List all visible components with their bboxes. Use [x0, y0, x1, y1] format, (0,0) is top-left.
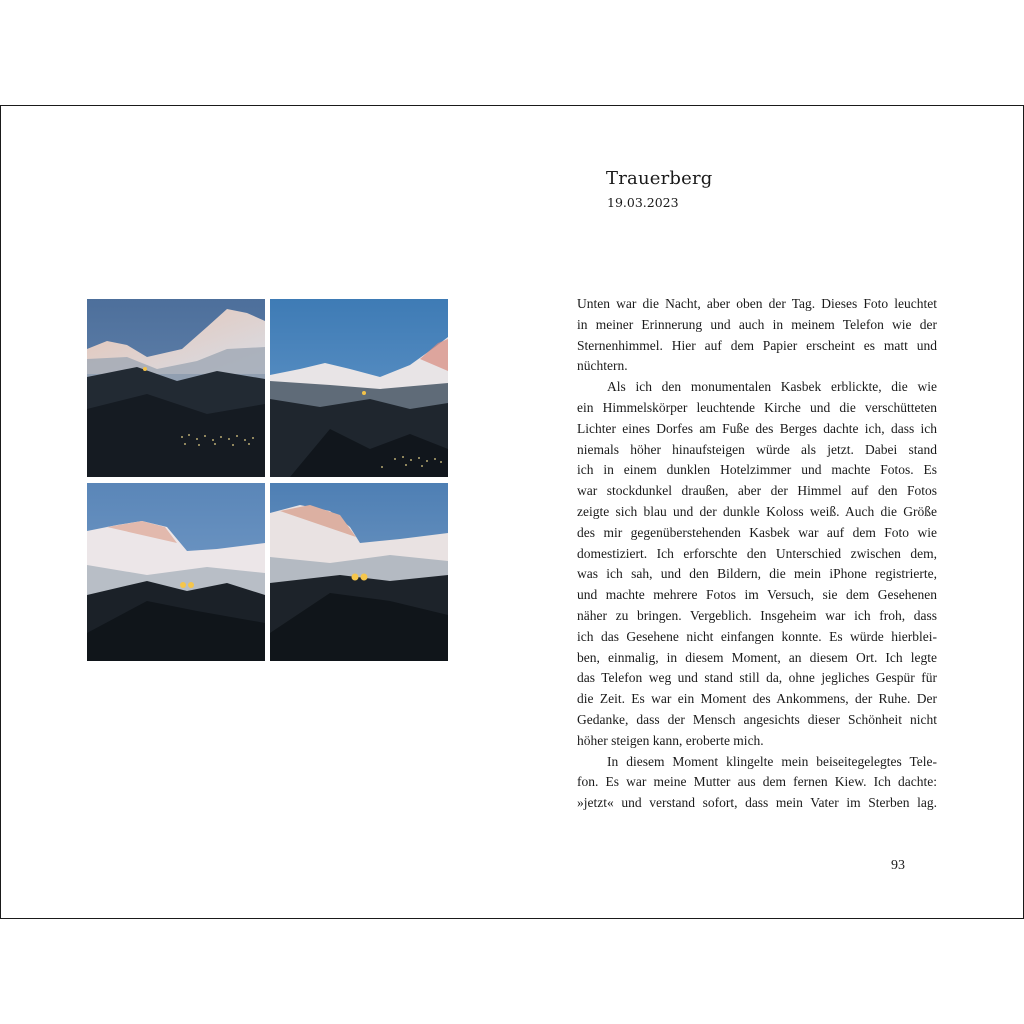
text-line: ein Himmelskörper leuchtende Kirche und die verschütteten [577, 399, 937, 415]
text-line: zeigte sich blau und der dunkle Koloss weiß. Auch die Größe [577, 503, 937, 519]
text-line: die Zeit. Es war ein Moment des Ankommens, der Ruhe. Der [577, 691, 937, 707]
mountain-photo-3 [87, 483, 265, 661]
photo-kasbek-2 [270, 299, 448, 477]
photo-kasbek-3 [87, 483, 265, 661]
text-line: ich in einem dunklen Hotelzimmer und machte Fotos. Es [577, 462, 937, 478]
photo-kasbek-1 [87, 299, 265, 477]
book-spread [0, 105, 1024, 919]
text-line: näher zu bringen. Vergeblich. Insgeheim war ich froh, dass [577, 607, 937, 623]
text-line: niemals höher hinaufsteigen würde als jetzt. Dabei stand [577, 441, 937, 457]
text-line: »jetzt« und verstand sofort, dass mein Vater im Sterben lag. [577, 795, 937, 811]
photo-grid [87, 299, 449, 662]
text-line: fon. Es war meine Mutter aus dem fernen Kiew. Ich dachte: [577, 774, 937, 790]
mountain-photo-4 [270, 483, 448, 661]
text-line: des mir gegenüberstehenden Kasbek war auf dem Foto wie [577, 524, 937, 540]
text-line: Lichter eines Dorfes am Fuße des Berges dachte ich, dass ich [577, 420, 937, 436]
text-line: das Telefon weg und stand still da, ohne jegliches Gespür für [577, 670, 937, 686]
text-line: war stockdunkel draußen, aber der Himmel auf den Fotos [577, 483, 937, 499]
text-line: ich das Gesehene nicht einfangen konnte. Es würde hierblei- [577, 628, 937, 644]
text-line: nüchtern. [577, 358, 628, 374]
text-line: Sternenhimmel. Hier auf dem Papier erscheint es matt und [577, 337, 937, 353]
text-line: Unten war die Nacht, aber oben der Tag. Dieses Foto leuchtet [577, 296, 937, 311]
text-line: Als ich den monumentalen Kasbek erblickte, die wie [607, 379, 937, 395]
photo-kasbek-4 [270, 483, 448, 661]
text-line: ben, einmalig, in diesem Moment, an diesem Ort. Ich legte [577, 649, 937, 665]
chapter-date: 19.03.2023 [607, 195, 679, 210]
text-line: In diesem Moment klingelte mein beiseitegelegtes Tele- [607, 753, 937, 769]
body-text [577, 294, 937, 814]
text-line: domestiziert. Ich erforschte den Unterschied zwischen dem, [577, 545, 937, 561]
text-line: was ich sah, und den Bildern, die mein iPhone registrierte, [577, 566, 937, 582]
chapter-title: Trauerberg [606, 168, 713, 189]
page-number: 93 [891, 858, 905, 873]
text-line: und machte mehrere Fotos im Versuch, sie dem Gesehenen [577, 587, 937, 603]
text-line: in meiner Erinnerung und auch in meinem Telefon wie der [577, 316, 937, 332]
text-line: höher steigen kann, eroberte mich. [577, 732, 764, 748]
mountain-photo-1 [87, 299, 265, 477]
mountain-photo-2 [270, 299, 448, 477]
text-line: Gedanke, dass der Mensch angesichts dieser Schönheit nicht [577, 711, 937, 727]
